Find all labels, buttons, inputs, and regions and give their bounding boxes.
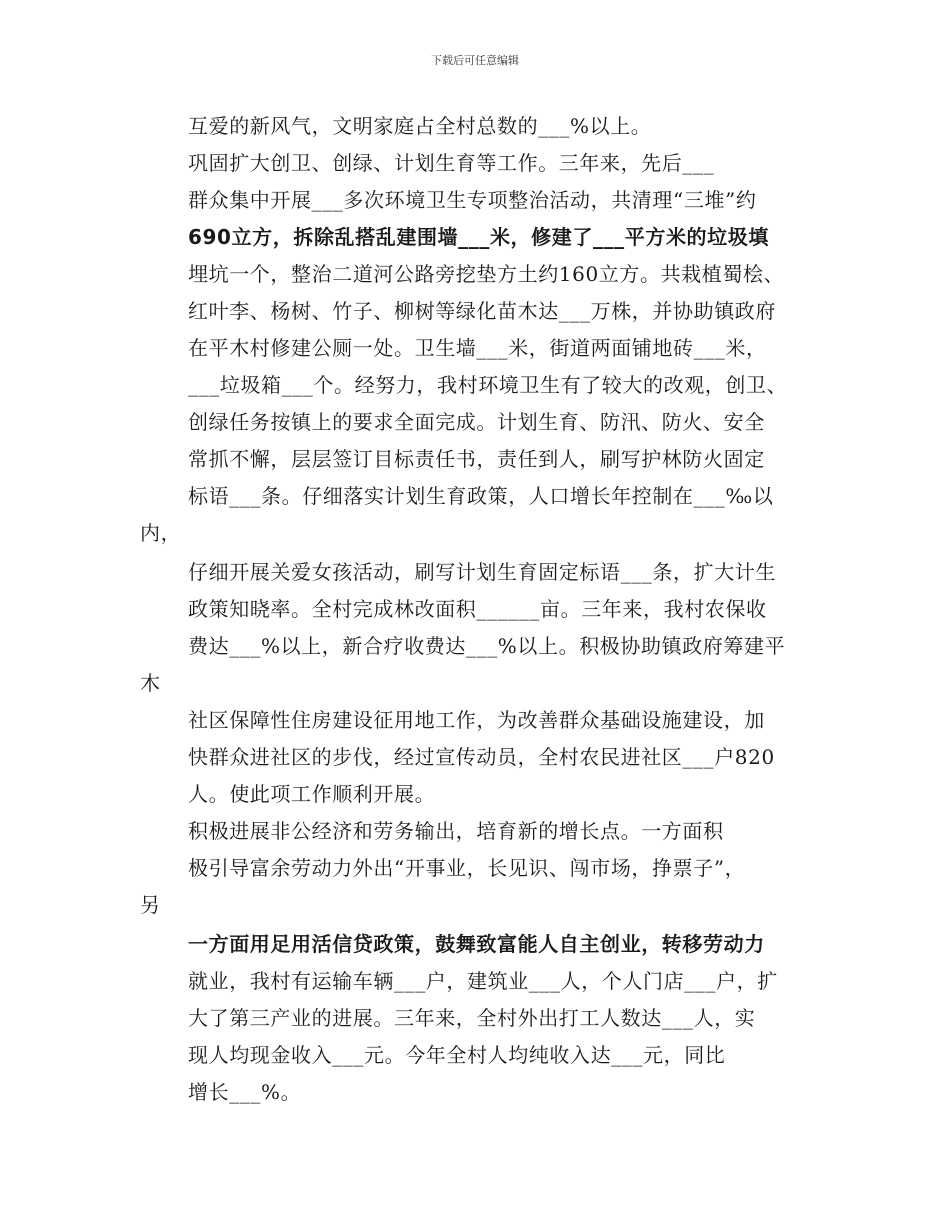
text-line: 红叶李、杨树、竹子、柳树等绿化苗木达___万株，并协助镇政府	[188, 299, 776, 323]
text-line-bold: 690立方，拆除乱搭乱建围墙___米，修建了___平方米的垃圾填	[188, 225, 769, 249]
text-line: 政策知晓率。全村完成林改面积______亩。三年来，我村农保收	[188, 597, 767, 621]
text-line: 快群众进社区的步伐，经过宣传动员，全村农民进社区___户820	[188, 745, 775, 769]
text-line: 增长___%。	[188, 1080, 302, 1104]
text-line: 埋坑一个，整治二道河公路旁挖垫方土约160立方。共栽植蜀桧、	[188, 262, 785, 286]
text-line: 费达___%以上，新合疗收费达___%以上。积极协助镇政府筹建平	[188, 634, 786, 658]
text-line: 互爱的新风气，文明家庭占全村总数的___%以上。	[188, 114, 652, 138]
text-line: 极引导富余劳动力外出“开事业，长见识、闯市场，挣票子”，	[188, 856, 746, 880]
text-line: 人。使此项工作顺利开展。	[188, 782, 436, 806]
text-line: 现人均现金收入___元。今年全村人均纯收入达___元，同比	[188, 1043, 726, 1067]
text-line: 在平木村修建公厕一处。卫生墙___米，街道两面铺地砖___米，	[188, 336, 767, 360]
text-line: 仔细开展关爱女孩活动，刷写计划生育固定标语___条，扩大计生	[188, 560, 776, 584]
text-line: 标语___条。仔细落实计划生育政策，人口增长年控制在___‰以	[188, 484, 774, 508]
page-header: 下载后可任意编辑	[431, 54, 519, 67]
text-line: 群众集中开展___多次环境卫生专项整治活动，共清理“三堆”约	[188, 188, 757, 212]
text-line: 社区保障性住房建设征用地工作，为改善群众基础设施建设，加	[188, 708, 765, 732]
text-line: 就业，我村有运输车辆___户，建筑业___人，个人门店___户，扩	[188, 969, 778, 993]
text-line: 大了第三产业的进展。三年来，全村外出打工人数达___人，实	[188, 1006, 756, 1030]
text-line-bold: 一方面用足用活信贷政策，鼓舞致富能人自主创业，转移劳动力	[188, 932, 765, 956]
text-line: 巩固扩大创卫、创绿、计划生育等工作。三年来，先后___	[188, 151, 715, 175]
text-line: 常抓不懈，层层签订目标责任书，责任到人，刷写护林防火固定	[188, 447, 765, 471]
text-line: 积极进展非公经济和劳务输出，培育新的增长点。一方面积	[188, 819, 724, 843]
text-line: 木	[140, 671, 161, 695]
text-line: 创绿任务按镇上的要求全面完成。计划生育、防汛、防火、安全	[188, 410, 765, 434]
text-line: 内，	[140, 521, 182, 545]
text-line: 另	[140, 893, 161, 917]
text-line: ___垃圾箱___个。经努力，我村环境卫生有了较大的改观，创卫、	[188, 373, 788, 397]
